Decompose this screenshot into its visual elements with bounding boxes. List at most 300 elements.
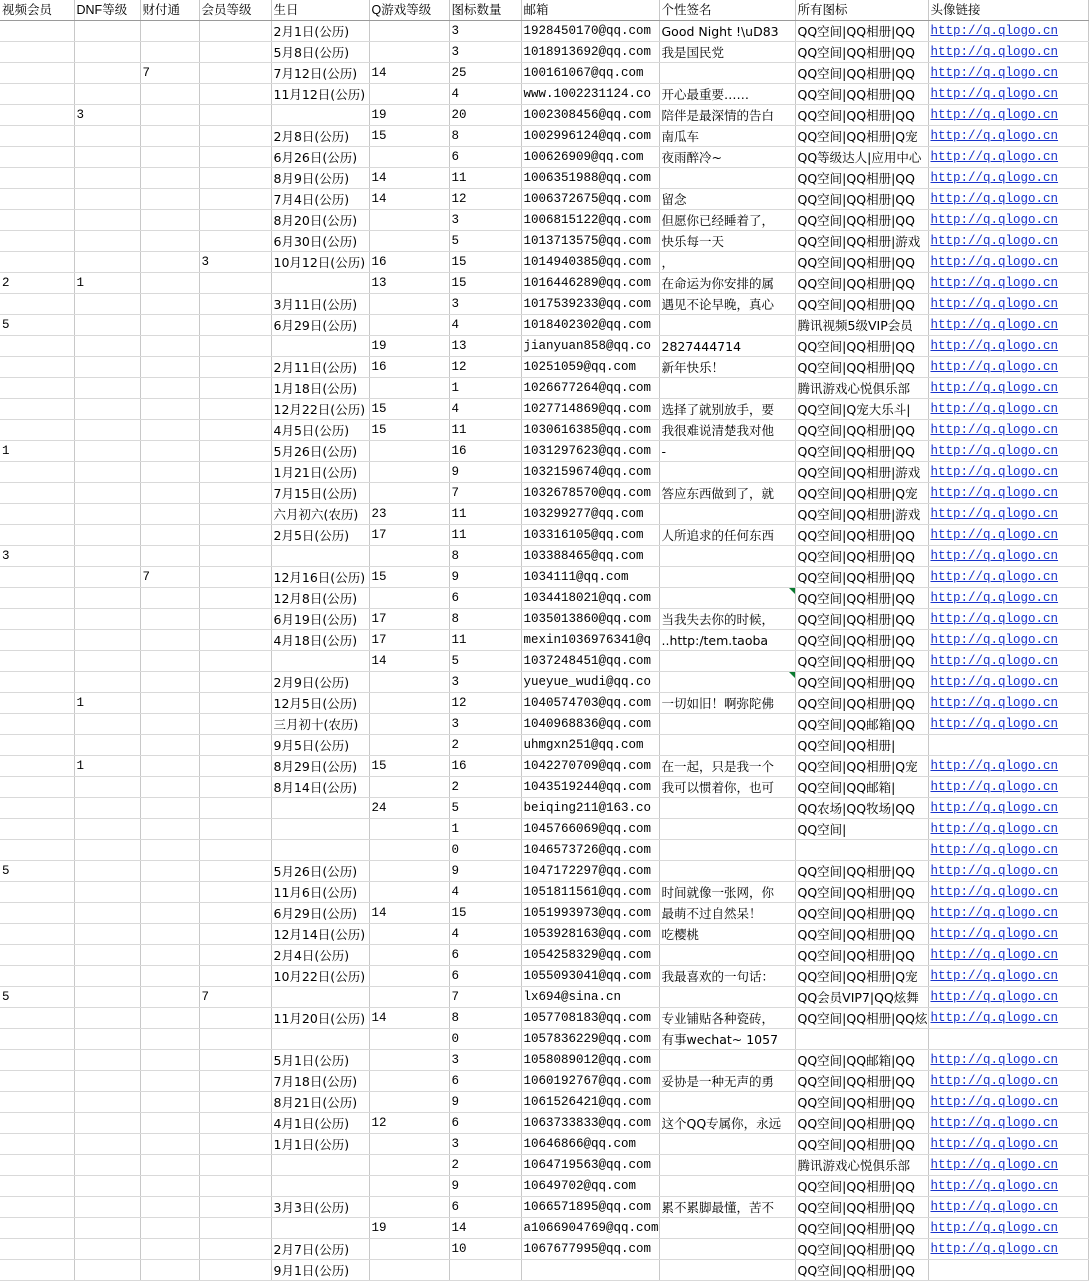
table-cell[interactable] <box>449 882 521 903</box>
table-cell[interactable] <box>795 420 928 441</box>
table-cell[interactable] <box>271 504 369 525</box>
table-cell[interactable] <box>140 693 199 714</box>
table-cell[interactable] <box>140 1197 199 1218</box>
table-cell[interactable] <box>521 735 659 756</box>
avatar-link-cell[interactable] <box>928 714 1088 735</box>
table-cell[interactable] <box>271 231 369 252</box>
table-cell[interactable] <box>795 63 928 84</box>
avatar-link-cell[interactable] <box>928 189 1088 210</box>
table-cell[interactable] <box>449 1155 521 1176</box>
table-cell[interactable] <box>449 84 521 105</box>
table-cell[interactable] <box>0 609 74 630</box>
table-cell[interactable] <box>795 147 928 168</box>
table-cell[interactable] <box>271 1113 369 1134</box>
avatar-link-cell[interactable] <box>928 336 1088 357</box>
table-cell[interactable] <box>140 567 199 588</box>
table-cell[interactable] <box>74 609 140 630</box>
avatar-link-cell[interactable] <box>928 21 1088 42</box>
table-cell[interactable] <box>659 21 795 42</box>
table-cell[interactable] <box>449 126 521 147</box>
table-cell[interactable] <box>369 273 449 294</box>
table-cell[interactable] <box>0 756 74 777</box>
table-cell[interactable] <box>521 630 659 651</box>
table-cell[interactable] <box>199 189 271 210</box>
table-cell[interactable] <box>0 777 74 798</box>
table-cell[interactable] <box>659 210 795 231</box>
table-cell[interactable] <box>369 861 449 882</box>
table-cell[interactable] <box>795 819 928 840</box>
table-cell[interactable] <box>521 861 659 882</box>
table-cell[interactable] <box>521 1134 659 1155</box>
table-cell[interactable] <box>449 21 521 42</box>
table-cell[interactable] <box>659 525 795 546</box>
table-cell[interactable] <box>521 903 659 924</box>
table-cell[interactable] <box>449 231 521 252</box>
table-cell[interactable] <box>271 1134 369 1155</box>
table-cell[interactable] <box>795 357 928 378</box>
table-cell[interactable] <box>199 378 271 399</box>
table-cell[interactable] <box>140 84 199 105</box>
avatar-link-cell[interactable] <box>928 924 1088 945</box>
table-cell[interactable] <box>74 42 140 63</box>
table-cell[interactable] <box>199 651 271 672</box>
table-cell[interactable] <box>449 294 521 315</box>
table-cell[interactable] <box>199 1113 271 1134</box>
table-cell[interactable] <box>199 777 271 798</box>
avatar-link-cell[interactable] <box>928 1176 1088 1197</box>
table-cell[interactable] <box>199 1008 271 1029</box>
table-cell[interactable] <box>0 861 74 882</box>
table-cell[interactable] <box>199 861 271 882</box>
table-cell[interactable] <box>521 987 659 1008</box>
table-cell[interactable] <box>521 357 659 378</box>
table-cell[interactable] <box>369 357 449 378</box>
table-cell[interactable] <box>795 777 928 798</box>
table-cell[interactable] <box>521 777 659 798</box>
table-cell[interactable] <box>74 651 140 672</box>
table-cell[interactable] <box>140 357 199 378</box>
table-cell[interactable] <box>521 273 659 294</box>
table-cell[interactable] <box>521 315 659 336</box>
table-cell[interactable] <box>0 336 74 357</box>
avatar-link-cell[interactable] <box>928 1218 1088 1239</box>
table-cell[interactable] <box>271 441 369 462</box>
table-cell[interactable] <box>369 735 449 756</box>
table-cell[interactable] <box>369 315 449 336</box>
table-cell[interactable] <box>199 798 271 819</box>
table-cell[interactable] <box>140 1008 199 1029</box>
table-cell[interactable] <box>659 168 795 189</box>
table-cell[interactable] <box>369 231 449 252</box>
table-cell[interactable] <box>271 1218 369 1239</box>
table-cell[interactable] <box>521 588 659 609</box>
avatar-link-cell[interactable] <box>928 1008 1088 1029</box>
table-cell[interactable] <box>369 1029 449 1050</box>
table-cell[interactable] <box>140 147 199 168</box>
table-cell[interactable] <box>795 1197 928 1218</box>
table-cell[interactable] <box>795 1071 928 1092</box>
table-cell[interactable] <box>449 63 521 84</box>
table-cell[interactable] <box>140 777 199 798</box>
table-cell[interactable] <box>521 819 659 840</box>
table-cell[interactable] <box>140 252 199 273</box>
table-cell[interactable] <box>271 1071 369 1092</box>
table-cell[interactable] <box>659 441 795 462</box>
avatar-link-cell[interactable] <box>928 672 1088 693</box>
table-cell[interactable] <box>449 462 521 483</box>
table-cell[interactable] <box>449 1260 521 1281</box>
table-cell[interactable] <box>795 42 928 63</box>
table-cell[interactable] <box>199 1218 271 1239</box>
table-cell[interactable] <box>659 189 795 210</box>
table-cell[interactable] <box>199 924 271 945</box>
table-cell[interactable] <box>449 546 521 567</box>
table-cell[interactable] <box>140 882 199 903</box>
column-header[interactable]: 邮箱 <box>521 0 659 21</box>
table-cell[interactable] <box>521 21 659 42</box>
avatar-link-cell[interactable] <box>928 630 1088 651</box>
table-cell[interactable] <box>199 1176 271 1197</box>
table-cell[interactable] <box>271 189 369 210</box>
table-cell[interactable] <box>74 126 140 147</box>
table-cell[interactable] <box>140 651 199 672</box>
table-cell[interactable] <box>199 1134 271 1155</box>
table-cell[interactable] <box>449 945 521 966</box>
table-cell[interactable] <box>140 483 199 504</box>
table-cell[interactable] <box>659 357 795 378</box>
table-cell[interactable] <box>369 420 449 441</box>
avatar-link-cell[interactable] <box>928 483 1088 504</box>
table-cell[interactable] <box>0 525 74 546</box>
table-cell[interactable] <box>74 735 140 756</box>
table-cell[interactable] <box>449 357 521 378</box>
table-cell[interactable] <box>795 609 928 630</box>
table-cell[interactable] <box>369 252 449 273</box>
table-cell[interactable] <box>795 1218 928 1239</box>
table-cell[interactable] <box>199 588 271 609</box>
table-cell[interactable] <box>0 546 74 567</box>
table-cell[interactable] <box>199 21 271 42</box>
table-cell[interactable] <box>659 483 795 504</box>
table-cell[interactable] <box>140 210 199 231</box>
table-cell[interactable] <box>271 1260 369 1281</box>
table-cell[interactable] <box>0 42 74 63</box>
table-cell[interactable] <box>271 882 369 903</box>
table-cell[interactable] <box>795 693 928 714</box>
table-cell[interactable] <box>199 504 271 525</box>
avatar-link-cell[interactable] <box>928 1155 1088 1176</box>
table-cell[interactable] <box>369 1008 449 1029</box>
table-cell[interactable] <box>795 378 928 399</box>
table-cell[interactable] <box>140 861 199 882</box>
table-cell[interactable] <box>199 546 271 567</box>
table-cell[interactable] <box>271 1050 369 1071</box>
table-cell[interactable] <box>521 1008 659 1029</box>
table-cell[interactable] <box>74 672 140 693</box>
table-cell[interactable] <box>199 294 271 315</box>
table-cell[interactable] <box>659 567 795 588</box>
table-cell[interactable] <box>140 378 199 399</box>
table-cell[interactable] <box>74 630 140 651</box>
table-cell[interactable] <box>369 630 449 651</box>
avatar-link-cell[interactable] <box>928 168 1088 189</box>
table-cell[interactable] <box>659 399 795 420</box>
avatar-link-cell[interactable] <box>928 651 1088 672</box>
table-cell[interactable] <box>659 462 795 483</box>
table-cell[interactable] <box>659 420 795 441</box>
table-cell[interactable] <box>0 1113 74 1134</box>
table-cell[interactable] <box>0 924 74 945</box>
table-cell[interactable] <box>659 231 795 252</box>
avatar-link-cell[interactable] <box>928 777 1088 798</box>
table-cell[interactable] <box>140 945 199 966</box>
table-cell[interactable] <box>140 1029 199 1050</box>
table-cell[interactable] <box>0 1176 74 1197</box>
table-cell[interactable] <box>369 945 449 966</box>
table-cell[interactable] <box>140 714 199 735</box>
table-cell[interactable] <box>521 441 659 462</box>
table-cell[interactable] <box>271 315 369 336</box>
table-cell[interactable] <box>369 777 449 798</box>
table-cell[interactable] <box>199 441 271 462</box>
table-cell[interactable] <box>369 882 449 903</box>
table-cell[interactable] <box>271 63 369 84</box>
table-cell[interactable] <box>369 1071 449 1092</box>
avatar-link-cell[interactable] <box>928 420 1088 441</box>
table-cell[interactable] <box>140 903 199 924</box>
table-cell[interactable] <box>521 525 659 546</box>
table-cell[interactable] <box>0 378 74 399</box>
table-cell[interactable] <box>449 861 521 882</box>
table-cell[interactable] <box>140 189 199 210</box>
table-cell[interactable] <box>521 798 659 819</box>
table-cell[interactable] <box>369 798 449 819</box>
table-cell[interactable] <box>449 252 521 273</box>
table-cell[interactable] <box>369 588 449 609</box>
table-cell[interactable] <box>271 966 369 987</box>
table-cell[interactable] <box>521 189 659 210</box>
avatar-link-cell[interactable] <box>928 966 1088 987</box>
table-cell[interactable] <box>199 1071 271 1092</box>
table-cell[interactable] <box>74 1155 140 1176</box>
table-cell[interactable] <box>795 273 928 294</box>
table-cell[interactable] <box>795 651 928 672</box>
table-cell[interactable] <box>659 987 795 1008</box>
table-cell[interactable] <box>659 714 795 735</box>
table-cell[interactable] <box>199 210 271 231</box>
table-cell[interactable] <box>74 1239 140 1260</box>
table-cell[interactable] <box>659 756 795 777</box>
table-cell[interactable] <box>449 189 521 210</box>
table-cell[interactable] <box>659 1176 795 1197</box>
table-cell[interactable] <box>795 252 928 273</box>
table-cell[interactable] <box>199 84 271 105</box>
table-cell[interactable] <box>0 105 74 126</box>
column-header[interactable]: 所有图标 <box>795 0 928 21</box>
table-cell[interactable] <box>74 105 140 126</box>
table-cell[interactable] <box>795 1029 928 1050</box>
table-cell[interactable] <box>521 126 659 147</box>
table-cell[interactable] <box>271 294 369 315</box>
table-cell[interactable] <box>369 42 449 63</box>
table-cell[interactable] <box>521 714 659 735</box>
table-cell[interactable] <box>271 630 369 651</box>
table-cell[interactable] <box>521 882 659 903</box>
table-cell[interactable] <box>369 525 449 546</box>
avatar-link-cell[interactable] <box>928 126 1088 147</box>
table-cell[interactable] <box>659 630 795 651</box>
table-cell[interactable] <box>449 714 521 735</box>
table-cell[interactable] <box>369 189 449 210</box>
table-cell[interactable] <box>659 882 795 903</box>
table-cell[interactable] <box>521 756 659 777</box>
table-cell[interactable] <box>74 1197 140 1218</box>
table-cell[interactable] <box>449 441 521 462</box>
table-cell[interactable] <box>795 441 928 462</box>
table-cell[interactable] <box>449 168 521 189</box>
table-cell[interactable] <box>795 1176 928 1197</box>
table-cell[interactable] <box>271 1239 369 1260</box>
table-cell[interactable] <box>369 966 449 987</box>
table-cell[interactable] <box>369 651 449 672</box>
table-cell[interactable] <box>74 273 140 294</box>
avatar-link-cell[interactable] <box>928 1092 1088 1113</box>
table-cell[interactable] <box>449 609 521 630</box>
table-cell[interactable] <box>795 882 928 903</box>
table-cell[interactable] <box>199 483 271 504</box>
table-cell[interactable] <box>0 63 74 84</box>
table-cell[interactable] <box>449 1050 521 1071</box>
table-cell[interactable] <box>74 588 140 609</box>
table-cell[interactable] <box>521 252 659 273</box>
table-cell[interactable] <box>449 1092 521 1113</box>
table-cell[interactable] <box>74 294 140 315</box>
table-cell[interactable] <box>199 1050 271 1071</box>
table-cell[interactable] <box>521 231 659 252</box>
table-cell[interactable] <box>74 231 140 252</box>
table-cell[interactable] <box>271 903 369 924</box>
table-cell[interactable] <box>795 399 928 420</box>
table-cell[interactable] <box>369 1155 449 1176</box>
table-cell[interactable] <box>449 735 521 756</box>
table-cell[interactable] <box>271 672 369 693</box>
table-cell[interactable] <box>140 441 199 462</box>
table-cell[interactable] <box>369 105 449 126</box>
table-cell[interactable] <box>795 567 928 588</box>
table-cell[interactable] <box>199 462 271 483</box>
table-cell[interactable] <box>521 609 659 630</box>
table-cell[interactable] <box>271 1008 369 1029</box>
table-cell[interactable] <box>795 294 928 315</box>
table-cell[interactable] <box>0 504 74 525</box>
table-cell[interactable] <box>795 945 928 966</box>
table-cell[interactable] <box>0 987 74 1008</box>
table-cell[interactable] <box>521 1113 659 1134</box>
table-cell[interactable] <box>795 126 928 147</box>
table-cell[interactable] <box>140 21 199 42</box>
table-cell[interactable] <box>199 399 271 420</box>
table-cell[interactable] <box>369 1176 449 1197</box>
table-cell[interactable] <box>449 1176 521 1197</box>
table-cell[interactable] <box>271 987 369 1008</box>
table-cell[interactable] <box>795 168 928 189</box>
table-cell[interactable] <box>521 1218 659 1239</box>
avatar-link-cell[interactable] <box>928 609 1088 630</box>
table-cell[interactable] <box>271 147 369 168</box>
table-cell[interactable] <box>271 756 369 777</box>
table-cell[interactable] <box>74 525 140 546</box>
table-cell[interactable] <box>449 1134 521 1155</box>
table-cell[interactable] <box>795 966 928 987</box>
table-cell[interactable] <box>449 1113 521 1134</box>
avatar-link-cell[interactable] <box>928 252 1088 273</box>
table-cell[interactable] <box>0 126 74 147</box>
table-cell[interactable] <box>449 42 521 63</box>
table-cell[interactable] <box>199 1239 271 1260</box>
table-cell[interactable] <box>795 105 928 126</box>
table-cell[interactable] <box>521 1176 659 1197</box>
table-cell[interactable] <box>659 1239 795 1260</box>
table-cell[interactable] <box>199 105 271 126</box>
table-cell[interactable] <box>271 924 369 945</box>
table-cell[interactable] <box>199 714 271 735</box>
table-cell[interactable] <box>0 840 74 861</box>
table-cell[interactable] <box>795 1239 928 1260</box>
table-cell[interactable] <box>795 315 928 336</box>
avatar-link-cell[interactable] <box>928 399 1088 420</box>
table-cell[interactable] <box>369 294 449 315</box>
table-cell[interactable] <box>199 903 271 924</box>
table-cell[interactable] <box>659 861 795 882</box>
table-cell[interactable] <box>271 840 369 861</box>
avatar-link-cell[interactable] <box>928 1197 1088 1218</box>
table-cell[interactable] <box>199 525 271 546</box>
avatar-link-cell[interactable] <box>928 357 1088 378</box>
table-cell[interactable] <box>795 189 928 210</box>
table-cell[interactable] <box>449 924 521 945</box>
table-cell[interactable] <box>795 1092 928 1113</box>
table-cell[interactable] <box>659 294 795 315</box>
table-cell[interactable] <box>369 126 449 147</box>
table-cell[interactable] <box>271 462 369 483</box>
table-cell[interactable] <box>795 483 928 504</box>
table-cell[interactable] <box>271 735 369 756</box>
table-cell[interactable] <box>140 1218 199 1239</box>
table-cell[interactable] <box>0 1197 74 1218</box>
table-cell[interactable] <box>0 147 74 168</box>
table-cell[interactable] <box>521 294 659 315</box>
table-cell[interactable] <box>140 336 199 357</box>
avatar-link-cell[interactable] <box>928 861 1088 882</box>
table-cell[interactable] <box>521 462 659 483</box>
table-cell[interactable] <box>74 357 140 378</box>
table-cell[interactable] <box>795 903 928 924</box>
avatar-link-cell[interactable] <box>928 840 1088 861</box>
table-cell[interactable] <box>0 882 74 903</box>
table-cell[interactable] <box>199 756 271 777</box>
table-cell[interactable] <box>521 651 659 672</box>
table-cell[interactable] <box>74 903 140 924</box>
table-cell[interactable] <box>140 798 199 819</box>
table-cell[interactable] <box>521 147 659 168</box>
table-cell[interactable] <box>369 462 449 483</box>
table-cell[interactable] <box>199 609 271 630</box>
table-cell[interactable] <box>140 1092 199 1113</box>
avatar-link-cell[interactable] <box>928 546 1088 567</box>
avatar-link-cell[interactable] <box>928 84 1088 105</box>
table-cell[interactable] <box>369 567 449 588</box>
table-cell[interactable] <box>659 84 795 105</box>
